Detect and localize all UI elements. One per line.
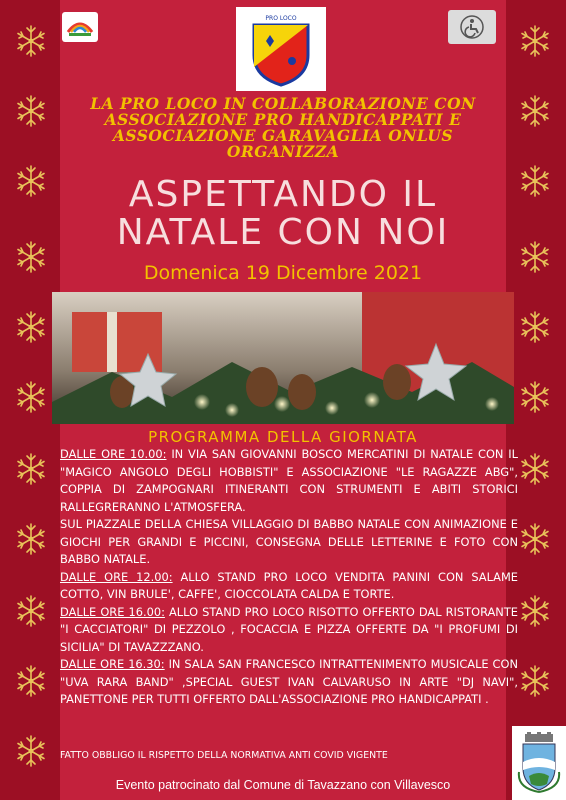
program-time: DALLE ORE 16.30: bbox=[60, 657, 165, 671]
program-text: ALLO STAND PRO LOCO RISOTTO OFFERTO DAL RISTORANTE "I CACCIATORI" DI PEZZOLO , FOCACCIA E PIZZA OFFERTE DA "I PROFUMI DI SICILIA" DI TAVAZZZANO. bbox=[60, 604, 518, 654]
snowflake-icon bbox=[14, 94, 48, 128]
program-text: ALLO STAND PRO LOCO VENDITA PANINI CON SALAME COTTO, VIN BRULE', CAFFE', CIOCCOLATA CALDA E TORTE. bbox=[60, 569, 518, 601]
program-text: SUL PIAZZALE DELLA CHIESA VILLAGGIO DI BABBO NATALE CON ANIMAZIONE E GIOCHI PER GRANDI E PICCINI, CONSEGNA DELLE LETTERINE E FOTO CON BABBO NATALE. bbox=[60, 517, 518, 566]
snowflake-icon bbox=[518, 522, 552, 556]
snowflake-icon bbox=[518, 664, 552, 698]
snowflake-icon bbox=[14, 24, 48, 58]
snowflake-icon bbox=[518, 380, 552, 414]
program-item bbox=[60, 656, 518, 709]
svg-text:PRO LOCO: PRO LOCO bbox=[265, 15, 297, 22]
snowflake-icon bbox=[14, 664, 48, 698]
pro-loco-logo bbox=[236, 7, 326, 91]
program-item bbox=[60, 516, 518, 569]
snowflake-icon bbox=[518, 594, 552, 628]
program-time: DALLE ORE 10.00: bbox=[60, 447, 167, 461]
snowflake-icon bbox=[14, 522, 48, 556]
snowflake-icon bbox=[518, 310, 552, 344]
sponsor-line: Evento patrocinato dal Comune di Tavazzano con Villavesco bbox=[115, 778, 451, 792]
covid-note: FATTO OBBLIGO IL RISPETTO DELLA NORMATIVA ANTI COVID VIGENTE bbox=[60, 750, 388, 761]
snowflake-icon bbox=[518, 164, 552, 198]
program-time: DALLE ORE 12.00: bbox=[60, 569, 173, 584]
snowflake-icon bbox=[518, 240, 552, 274]
title-line: ASPETTANDO IL bbox=[128, 174, 438, 215]
snowflake-icon bbox=[14, 452, 48, 486]
program-title: PROGRAMMA DELLA GIORNATA bbox=[148, 428, 418, 446]
program-text: IN SALA SAN FRANCESCO INTRATTENIMENTO MUSICALE CON "UVA RARA BAND" ,SPECIAL GUEST IVAN CALVARUSO IN ARTE "DJ NAVI", PANETTONE PER TUTTI OFFERTO DALL'ASSOCIAZIONE PRO HANDICAPPATI . bbox=[60, 657, 518, 706]
headline-line: ASSOCIAZIONE PRO HANDICAPPATI E bbox=[104, 110, 462, 129]
association-logo bbox=[62, 12, 98, 42]
program-time: DALLE ORE 16.00: bbox=[60, 604, 165, 619]
program-item bbox=[60, 569, 518, 604]
snowflake-icon bbox=[14, 240, 48, 274]
snowflake-icon bbox=[14, 164, 48, 198]
snowflake-icon bbox=[518, 94, 552, 128]
program-list bbox=[60, 446, 518, 709]
headline-line: LA PRO LOCO IN COLLABORAZIONE CON bbox=[90, 94, 476, 113]
snowflake-icon bbox=[14, 594, 48, 628]
handicap-association-logo bbox=[448, 10, 496, 44]
program-item bbox=[60, 446, 518, 516]
event-title bbox=[60, 176, 506, 252]
snowflake-icon bbox=[14, 734, 48, 768]
municipality-crest bbox=[512, 726, 566, 800]
title-line: NATALE CON NOI bbox=[116, 212, 450, 253]
headline-line: ASSOCIAZIONE GARAVAGLIA ONLUS bbox=[112, 126, 454, 145]
snowflake-icon bbox=[518, 24, 552, 58]
program-text: IN VIA SAN GIOVANNI BOSCO MERCATINI DI NATALE CON IL "MAGICO ANGOLO DEGLI HOBBISTI" E ASSOCIAZIONE "LE RAGAZZE ABG", COPPIA DI ZAMPOGNARI ITINERANTI CON STRUMENTI E ABITI STORICI RALLEGRERANNO L'ATMOSFERA. bbox=[60, 447, 518, 514]
event-date: Domenica 19 Dicembre 2021 bbox=[143, 262, 423, 284]
snowflake-icon bbox=[518, 452, 552, 486]
organizers-headline bbox=[60, 96, 506, 160]
snowflake-icon bbox=[14, 310, 48, 344]
snowflake-icon bbox=[14, 380, 48, 414]
program-item bbox=[60, 604, 518, 657]
headline-line: ORGANIZZA bbox=[226, 142, 340, 161]
christmas-decoration-photo bbox=[52, 292, 514, 424]
